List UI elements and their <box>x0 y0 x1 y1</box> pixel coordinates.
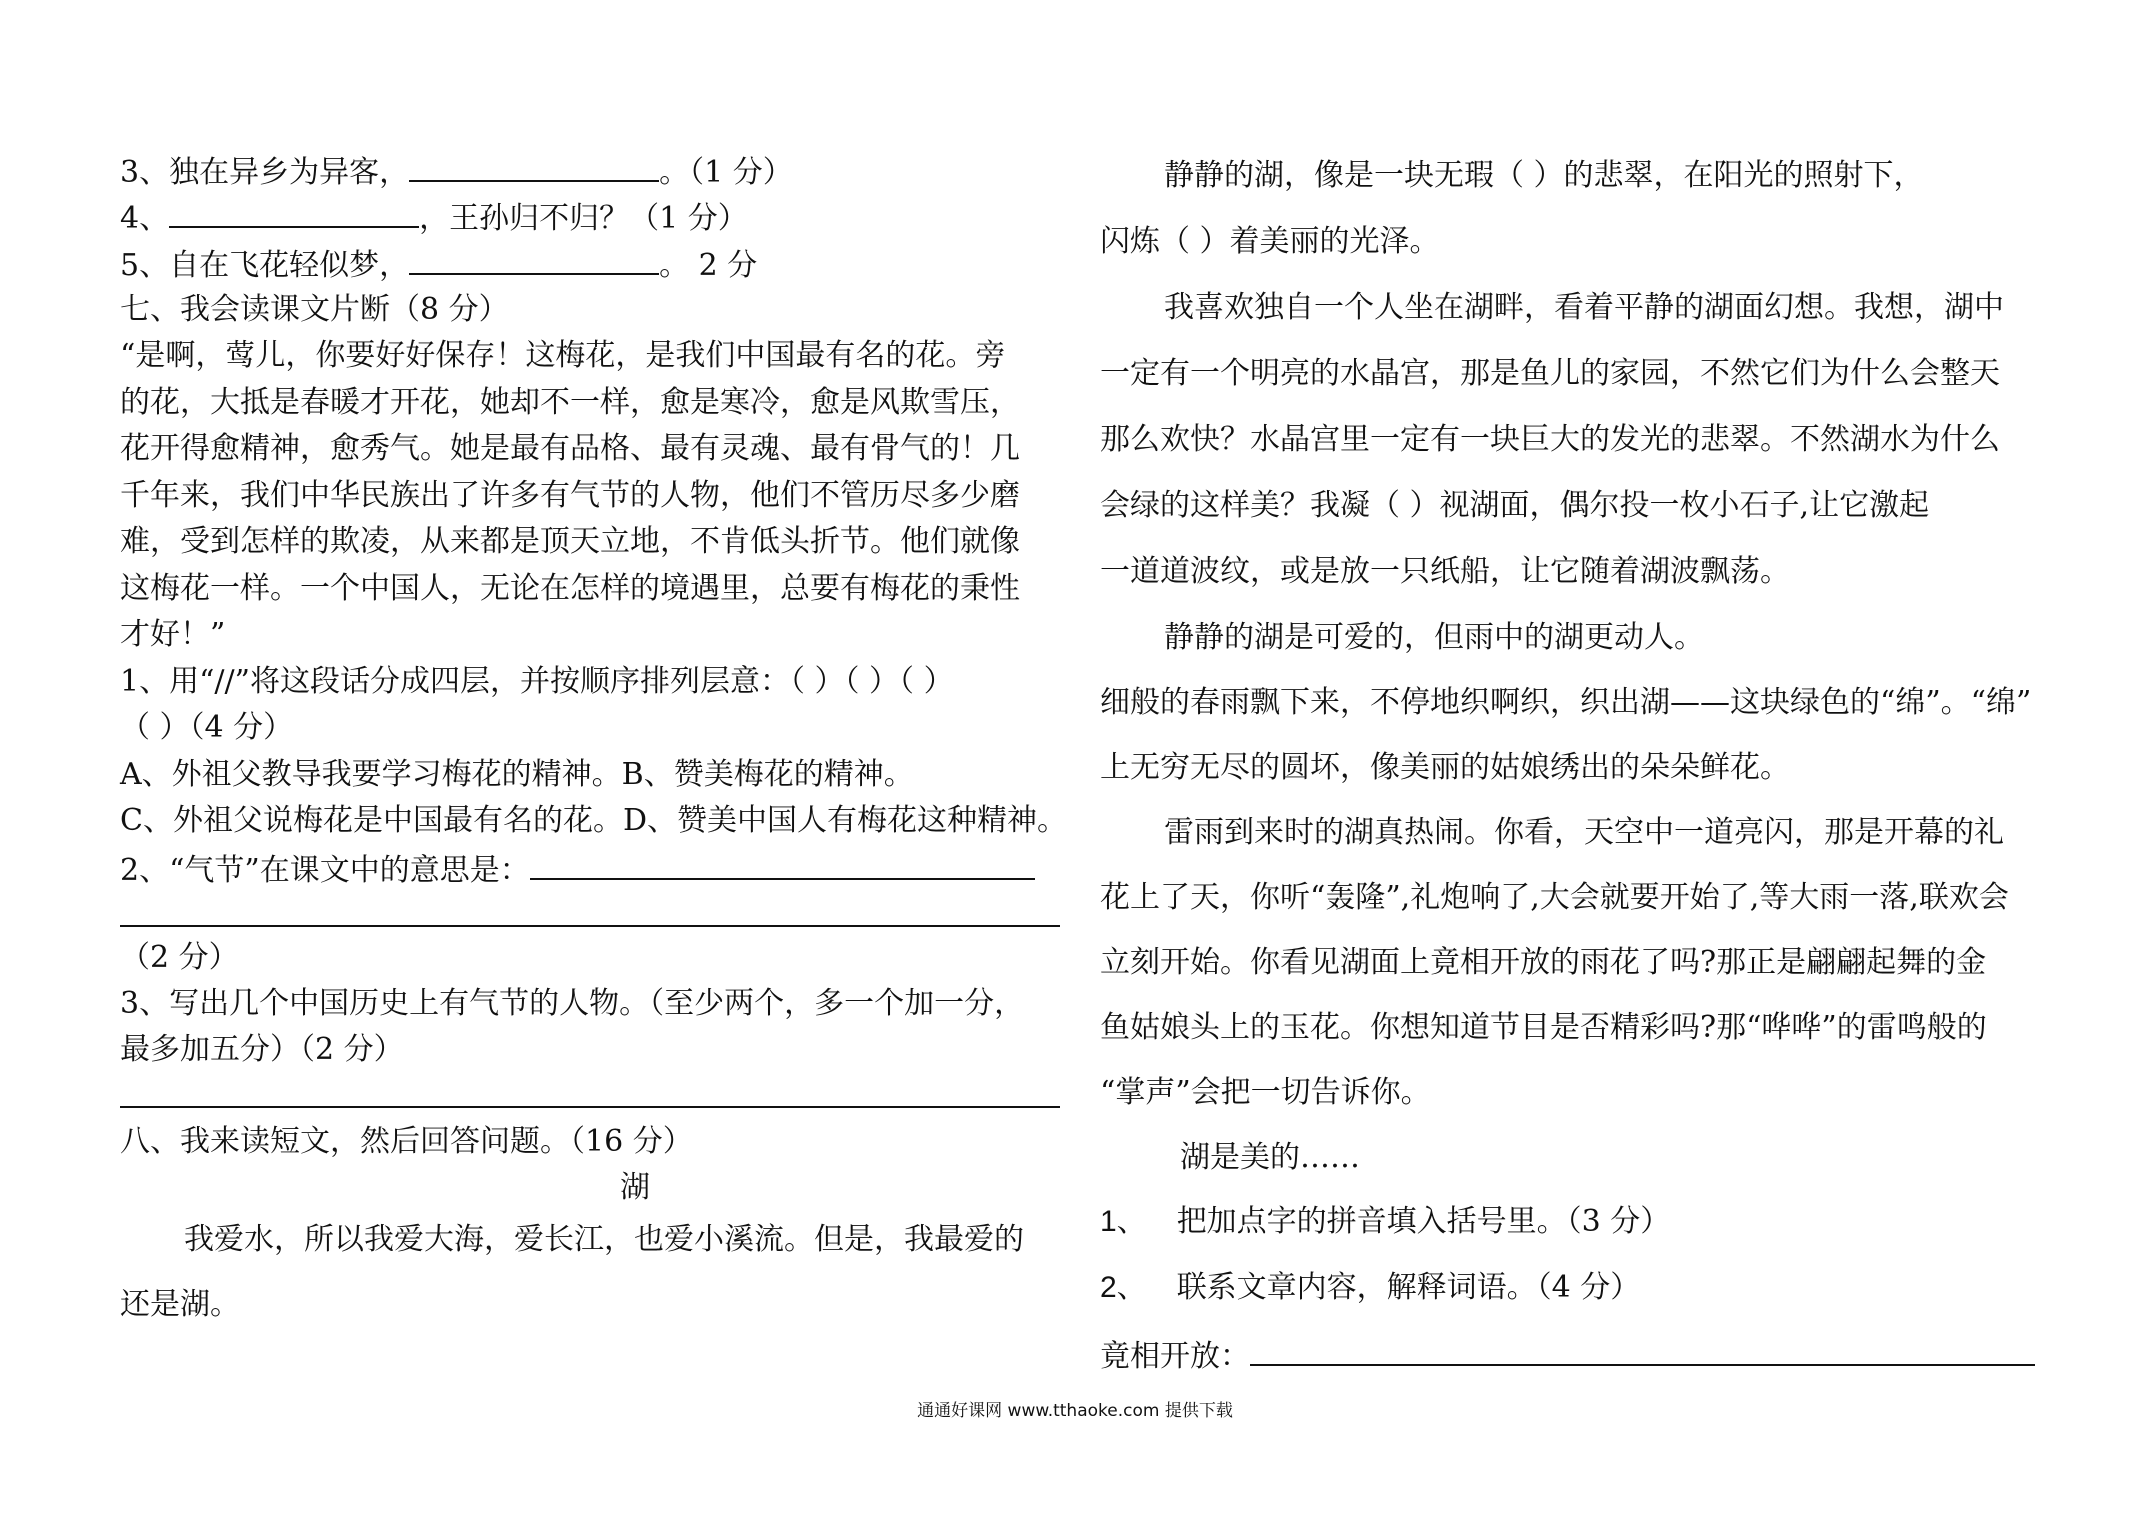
r-question-1 <box>1100 1204 1670 1240</box>
s7q2-answer-line[interactable] <box>120 925 1060 927</box>
q3-answer-blank[interactable] <box>409 152 659 182</box>
essay-ending: 湖是美的…… <box>1180 1140 1360 1175</box>
essay-paragraph-5: 细般的春雨飘下来，不停地织啊织，织出湖——这块绿色的“绵”。“绵” <box>1100 685 2032 720</box>
essay-paragraph-3: 我喜欢独自一个人坐在湖畔，看着平静的湖面幻想。我想，湖中 <box>1164 290 2004 325</box>
s7-question-2 <box>120 850 1035 889</box>
essay-paragraph-6: 雷雨到来时的湖真热闹。你看，天空中一道亮闪，那是开幕的礼 <box>1164 815 2004 850</box>
passage-line: 才好！” <box>120 617 226 652</box>
q4-prefix: 4、 <box>120 201 170 236</box>
question-6-4 <box>120 198 748 237</box>
passage-line: 花开得愈精神，愈秀气。她是最有品格、最有灵魂、最有骨气的！几 <box>120 431 1020 466</box>
essay-paragraph-2-cont: 闪炼（ ）着美丽的光泽。 <box>1100 224 1440 259</box>
section-7-title: 七、我会读课文片断（8 分） <box>120 292 509 327</box>
s7-options-cd: C、外祖父说梅花是中国最有名的花。D、赞美中国人有梅花这种精神。 <box>120 803 1068 838</box>
page-footer: 通通好课网 www.tthaoke.com 提供下载 <box>917 1401 1233 1421</box>
r-question-1-number: 1、 <box>1100 1205 1147 1238</box>
q5-prefix: 5、自在飞花轻似梦， <box>120 248 410 283</box>
essay-paragraph-1: 我爱水，所以我爱大海，爱长江，也爱小溪流。但是，我最爱的 <box>184 1222 1024 1257</box>
s7-question-1-cont: （ ）（4 分） <box>120 710 294 745</box>
term-label: 竟相开放： <box>1100 1339 1250 1374</box>
r-question-1-text: 把加点字的拼音填入括号里。（3 分） <box>1176 1204 1671 1239</box>
section-8-title: 八、我来读短文，然后回答问题。（16 分） <box>120 1124 693 1159</box>
passage-line: 难，受到怎样的欺凌，从来都是顶天立地，不肯低头折节。他们就像 <box>120 524 1020 559</box>
s7-options-ab: A、外祖父教导我要学习梅花的精神。B、赞美梅花的精神。 <box>120 757 914 792</box>
essay-paragraph-5-cont: 上无穷无尽的圆坏，像美丽的姑娘绣出的朵朵鲜花。 <box>1100 750 1790 785</box>
essay-title: 湖 <box>620 1170 650 1205</box>
essay-paragraph-2: 静静的湖，像是一块无瑕（ ）的悲翠，在阳光的照射下， <box>1164 158 1924 193</box>
r-question-2-text: 联系文章内容，解释词语。（4 分） <box>1176 1270 1641 1305</box>
essay-paragraph-3-line: 那么欢快？水晶宫里一定有一块巨大的发光的悲翠。不然湖水为什么 <box>1100 422 2000 457</box>
s7q3-answer-line[interactable] <box>120 1106 1060 1108</box>
s7q2-score: （2 分） <box>120 940 239 975</box>
essay-paragraph-4: 静静的湖是可爱的，但雨中的湖更动人。 <box>1164 620 1704 655</box>
q5-suffix: 。 2 分 <box>659 248 758 283</box>
s7-question-3-cont: 最多加五分）（2 分） <box>120 1032 404 1067</box>
passage-line: 的花，大抵是春暖才开花，她却不一样，愈是寒冷，愈是风欺雪压， <box>120 385 1020 420</box>
s7-question-3: 3、写出几个中国历史上有气节的人物。（至少两个，多一个加一分， <box>120 986 1025 1021</box>
s7q2-answer-blank[interactable] <box>530 850 1035 880</box>
essay-paragraph-3-line: 一定有一个明亮的水晶宫，那是鱼儿的家园，不然它们为什么会整天 <box>1100 356 2000 391</box>
term-definition <box>1100 1336 2035 1375</box>
r-question-2 <box>1100 1270 1640 1306</box>
question-6-5 <box>120 245 757 284</box>
s7-question-1: 1、用“//”将这段话分成四层，并按顺序排列层意：（ ）（ ）（ ） <box>120 664 954 699</box>
q3-suffix: 。（1 分） <box>659 155 793 190</box>
passage-line: “是啊，莺儿，你要好好保存！这梅花，是我们中国最有名的花。旁 <box>120 338 1006 373</box>
s7q2-text: 2、“气节”在课文中的意思是： <box>120 853 530 888</box>
essay-paragraph-6-line: 花上了天，你听“轰隆”,礼炮响了,大会就要开始了,等大雨一落,联欢会 <box>1100 880 2009 915</box>
q3-prefix: 3、独在异乡为异客， <box>120 155 410 190</box>
question-6-3 <box>120 152 793 191</box>
q4-answer-blank[interactable] <box>169 198 419 228</box>
essay-paragraph-3-line: 一道道波纹，或是放一只纸船，让它随着湖波飘荡。 <box>1100 554 1790 589</box>
passage-line: 这梅花一样。一个中国人，无论在怎样的境遇里，总要有梅花的秉性 <box>120 571 1020 606</box>
q4-suffix: ，王孙归不归？（1 分） <box>419 201 748 236</box>
essay-paragraph-6-line: 立刻开始。你看见湖面上竟相开放的雨花了吗?那正是翩翩起舞的金 <box>1100 945 1987 980</box>
term-answer-blank[interactable] <box>1250 1336 2035 1366</box>
q5-answer-blank[interactable] <box>409 245 659 275</box>
essay-paragraph-1-cont: 还是湖。 <box>120 1287 240 1322</box>
essay-paragraph-6-line: “掌声”会把一切告诉你。 <box>1100 1075 1431 1110</box>
essay-paragraph-3-line: 会绿的这样美？我凝（ ）视湖面，偶尔投一枚小石子,让它激起 <box>1100 488 1930 523</box>
r-question-2-number: 2、 <box>1100 1271 1147 1304</box>
essay-paragraph-6-line: 鱼姑娘头上的玉花。你想知道节目是否精彩吗?那“哗哗”的雷鸣般的 <box>1100 1010 1987 1045</box>
passage-line: 千年来，我们中华民族出了许多有气节的人物，他们不管历尽多少磨 <box>120 478 1020 513</box>
